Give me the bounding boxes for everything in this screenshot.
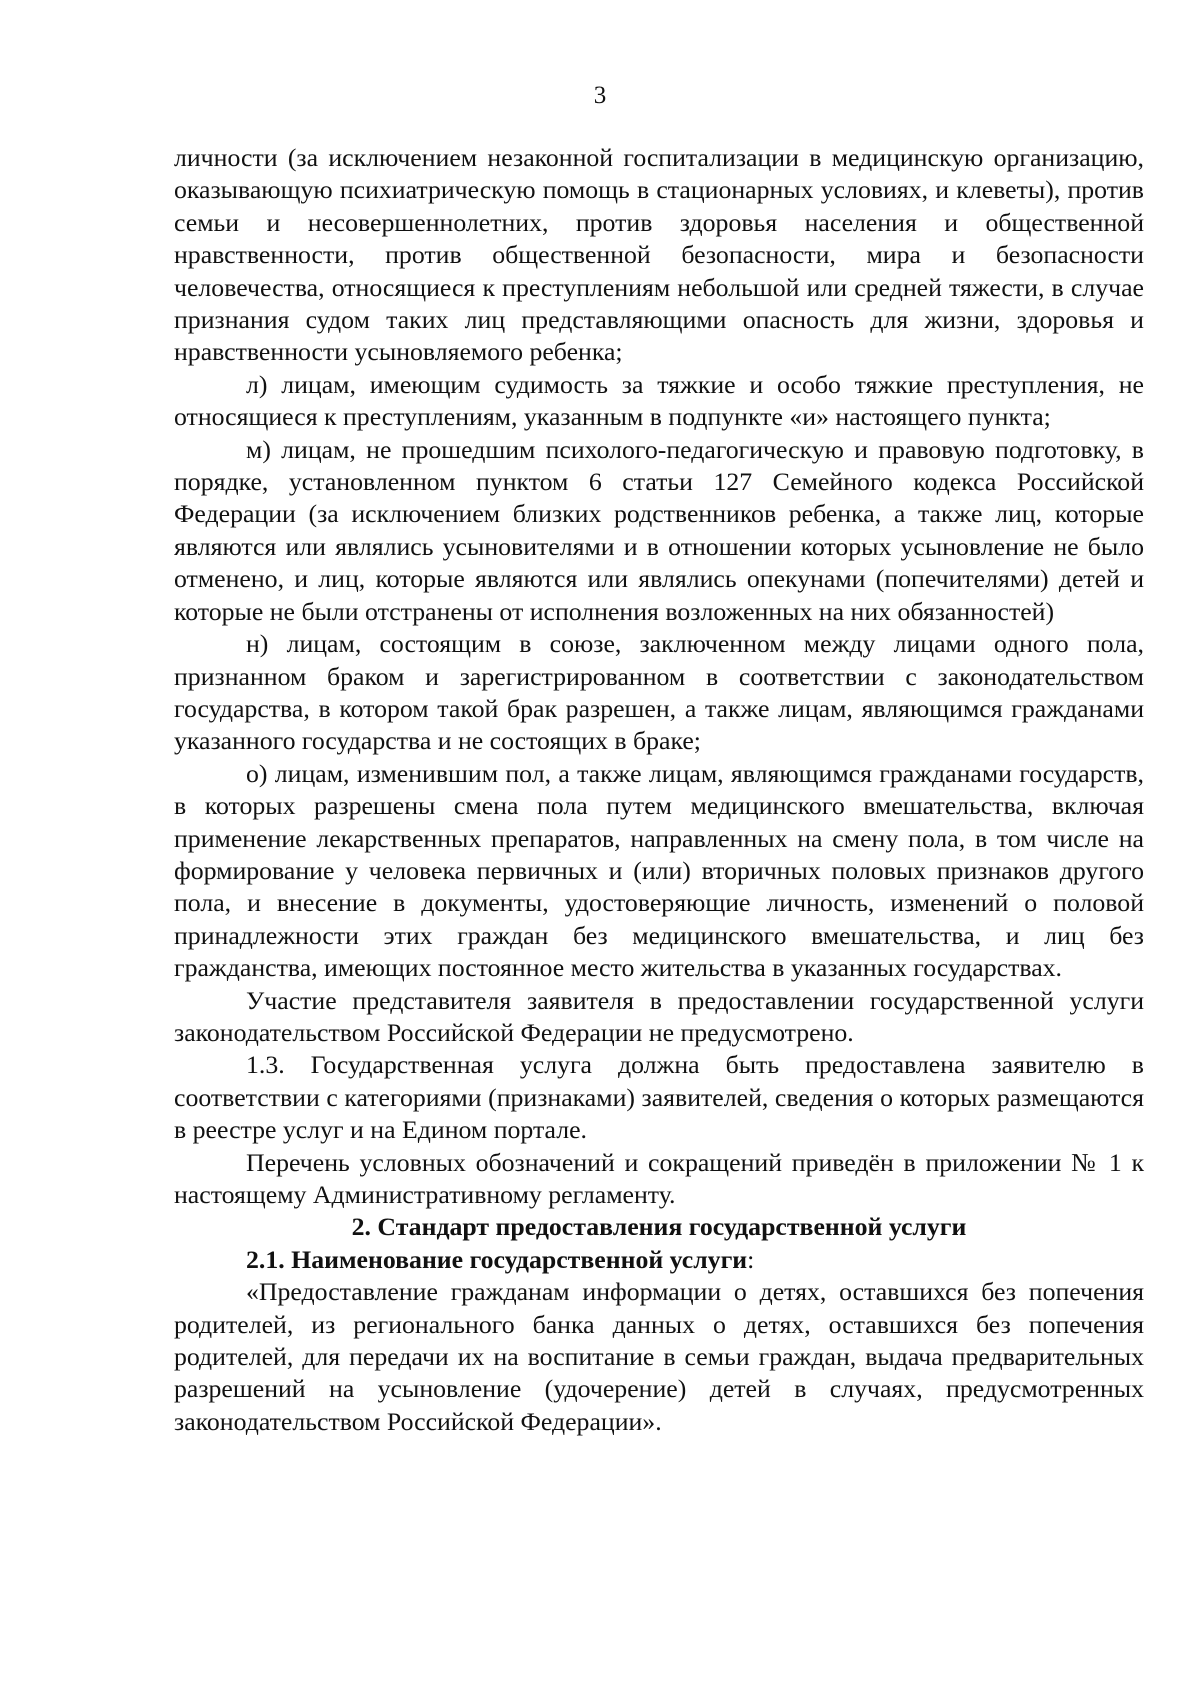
subsection-heading-colon: :	[747, 1244, 755, 1274]
section-heading: 2. Стандарт предоставления государственной услуги	[351, 1212, 967, 1242]
subsection-heading	[174, 1244, 1144, 1276]
paragraph-item-m: м) лицам, не прошедшим психолого-педагогическую и правовую подготовку, в порядке, установленном пунктом 6 статьи 127 Семейного кодекса Российской Федерации (за исключением близких родственников ребенка, а также лиц, которые являются или являлись усыновителями и в отношении которых усыновление не было отменено, и лиц, которые являются или являлись опекунами (попечителями) детей и которые не были отстранены от исполнения возложенных на них обязанностей)	[174, 434, 1144, 626]
paragraph-abbreviations: Перечень условных обозначений и сокращений приведён в приложении № 1 к настоящему Административному регламенту.	[174, 1147, 1144, 1209]
paragraph-continuation: личности (за исключением незаконной госпитализации в медицинскую организацию, оказывающую психиатрическую помощь в стационарных условиях, и клеветы), против семьи и несовершеннолетних, против здоровья населения и общественной нравственности, против общественной безопасности, мира и безопасности человечества, относящиеся к преступлениям небольшой или средней тяжести, в случае признания судом таких лиц представляющими опасность для жизни, здоровья и нравственности усыновляемого ребенка;	[174, 143, 1144, 367]
paragraph-service-name: «Предоставление гражданам информации о детях, оставшихся без попечения родителей, из регионального банка данных о детях, оставшихся без попечения родителей, для передачи их на воспитание в семьи граждан, выдача предварительных разрешений на усыновление (удочерение) детей в случаях, предусмотренных законодательством Российской Федерации».	[174, 1277, 1144, 1436]
paragraph-item-l: л) лицам, имеющим судимость за тяжкие и особо тяжкие преступления, не относящиеся к преступлениям, указанным в подпункте «и» настоящего пункта;	[174, 369, 1144, 432]
paragraph-item-o: о) лицам, изменившим пол, а также лицам, являющимся гражданами государств, в которых разрешены смена пола путем медицинского вмешательства, включая применение лекарственных препаратов, направленных на смену пола, в том числе на формирование у человека первичных и (или) вторичных половых признаков другого пола, и внесение в документы, удостоверяющие личность, изменений о половой принадлежности этих граждан без медицинского вмешательства, и лиц без гражданства, имеющих постоянное место жительства в указанных государствах.	[174, 758, 1144, 983]
subsection-heading-text: 2.1. Наименование государственной услуги	[246, 1244, 748, 1274]
paragraph-item-n: н) лицам, состоящим в союзе, заключенном между лицами одного пола, признанном браком и зарегистрированном в соответствии с законодательством государства, в котором такой брак разрешен, а также лицам, являющимся гражданами указанного государства и не состоящих в браке;	[174, 629, 1144, 756]
paragraph-representative: Участие представителя заявителя в предоставлении государственной услуги законодательством Российской Федерации не предусмотрено.	[174, 985, 1144, 1047]
paragraph-1-3: 1.3. Государственная услуга должна быть предоставлена заявителю в соответствии с категориями (признаками) заявителей, сведения о которых размещаются в реестре услуг и на Едином портале.	[174, 1050, 1144, 1145]
document-body	[174, 142, 1144, 1438]
page-number: 3	[593, 82, 607, 109]
